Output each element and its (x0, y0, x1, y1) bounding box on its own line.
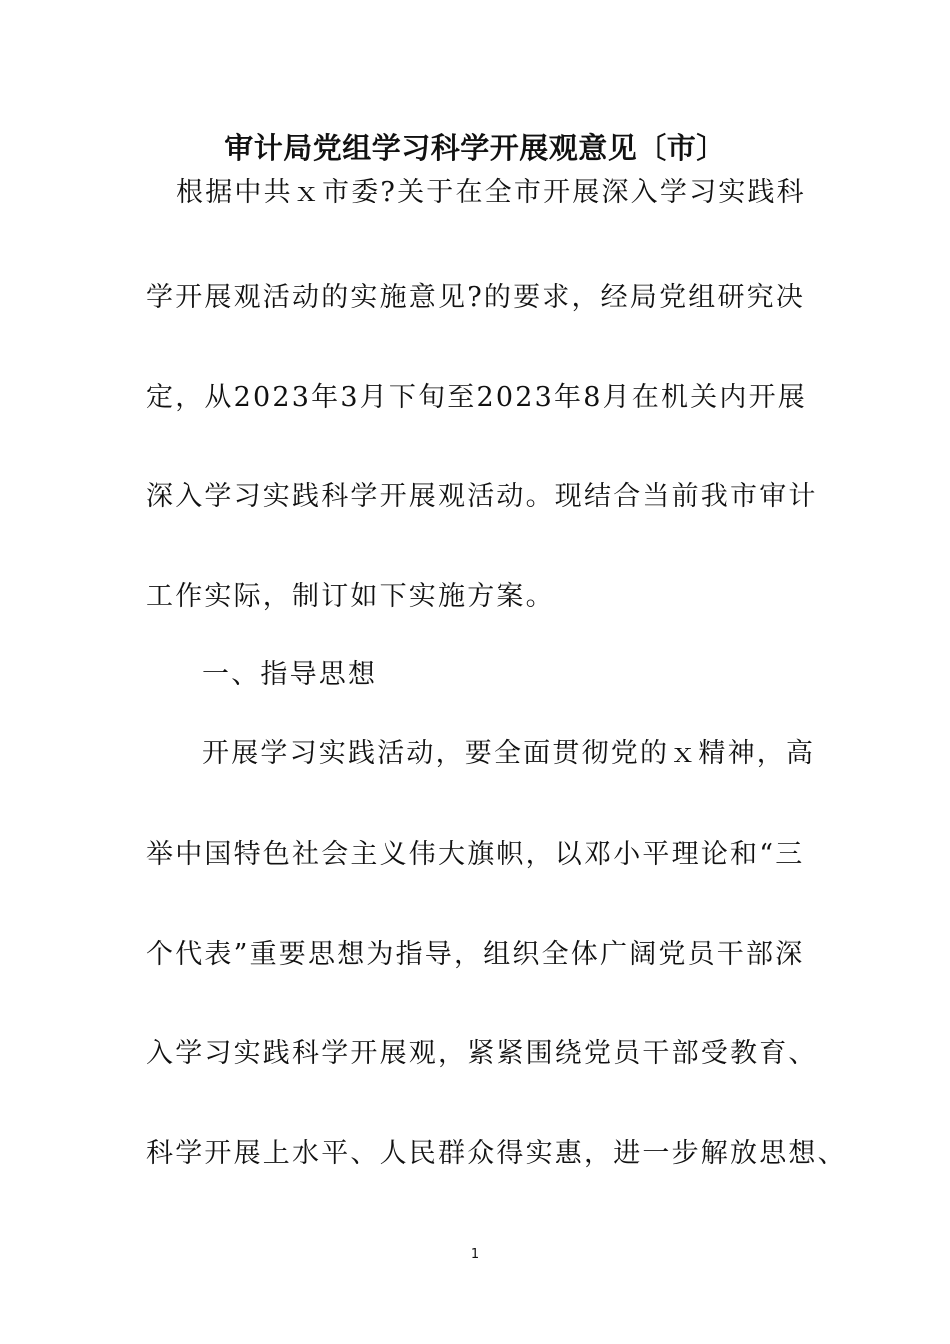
section-heading: 一、指导思想 (202, 659, 378, 690)
paragraph-line-4: 深入学习实践科学开展观活动。现结合当前我市审计 (146, 481, 818, 512)
paragraph-line-5: 工作实际，制订如下实施方案。 (146, 581, 555, 612)
paragraph-line-8: 个代表”重要思想为指导，组织全体广阔党员干部深 (146, 939, 805, 970)
paragraph-line-1: 根据中共ｘ市委?关于在全市开展深入学习实践科 (176, 177, 806, 208)
paragraph-line-7: 举中国特色社会主义伟大旗帜，以邓小平理论和“三 (146, 839, 805, 870)
page-number: 1 (470, 1247, 480, 1262)
paragraph-line-2: 学开展观活动的实施意见?的要求，经局党组研究决 (146, 282, 806, 313)
paragraph-line-10: 科学开展上水平、人民群众得实惠，进一步解放思想、 (146, 1138, 847, 1169)
paragraph-line-3: 定，从2023年3月下旬至2023年8月在机关内开展 (146, 382, 807, 413)
document-title: 审计局党组学习科学开展观意见〔市〕 (224, 131, 726, 165)
paragraph-line-9: 入学习实践科学开展观，紧紧围绕党员干部受教育、 (146, 1038, 818, 1069)
paragraph-line-6: 开展学习实践活动，要全面贯彻党的ｘ精神，高 (202, 738, 816, 769)
